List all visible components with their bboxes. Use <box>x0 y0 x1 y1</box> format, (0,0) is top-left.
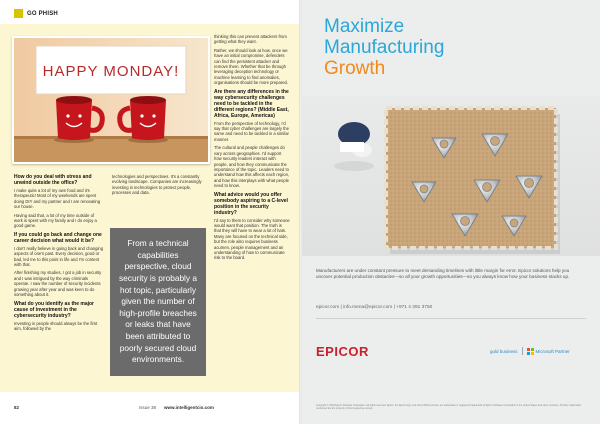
section-marker-icon <box>14 9 23 18</box>
microsoft-icon <box>527 348 534 355</box>
left-page <box>0 0 299 424</box>
epicor-logo <box>316 344 369 359</box>
answer-paragraph: I'd say to them to consider why someone would want that position. The truth is that they will have to wear a lot of hats. Many are focused on the technical side, but the role also requires business acumen, people management and an understanding of how to communicate risk to the board. <box>214 217 290 261</box>
manufacturing-parts-icon <box>302 96 600 256</box>
happy-monday-photo-icon <box>14 38 208 162</box>
pull-quote <box>110 228 206 376</box>
issue-number: Issue 38 <box>139 405 157 410</box>
ad-body-text: Manufacturers are under constant pressure to meet demanding timelines with little margin for error. Epicor solutions help you uncover potential production obstacles—so all your growth opportunities—so you always know how your business stacks up. <box>316 268 570 280</box>
ad-headline <box>324 16 444 79</box>
sign-text: HAPPY MONDAY! <box>42 63 180 80</box>
pull-quote-text: From a technical capabilities perspective, cloud security is probably a hot topic, particularly given the number of high-profile breaches or leaks that have been attributed to poorly secured cloud environments. <box>119 238 197 365</box>
question-heading: How do you deal with stress and unwind outside the office? <box>14 174 92 186</box>
partner-level: gold business <box>490 348 518 354</box>
answer-paragraph: From the perspective of technology, I'd say that cyber challenges are largely the same and need to be tackled in a similar manner. <box>214 120 289 142</box>
ad-headline-line3: Growth <box>324 58 386 79</box>
answer-paragraph: Investing in people should always be the first aim, followed by the <box>14 320 98 331</box>
question-heading: Are there any differences in the way cybersecurity challenges need to be tackled in the different regions? (Middle East, Africa, Europe, Americas) <box>214 88 289 119</box>
page-number: 82 <box>14 405 20 410</box>
ad-headline-line1: Maximize <box>324 16 405 37</box>
answer-paragraph: After finishing my studies, I got a job in security and I was intrigued by the way criminals operate. I saw the number of security incidents growing year after year and was keen to do something about it. <box>14 270 102 298</box>
partner-separator <box>522 347 523 355</box>
answer-paragraph: Having said that, a lot of my time outside of work is spent with my family and I do enjoy a good game. <box>14 212 97 229</box>
answer-paragraph: I don't really believe in going back and changing aspects of one's past. Every decision, good or bad, led me to this point in life and I'm content with that. <box>14 245 104 268</box>
question-heading: If you could go back and change one career decision what would it be? <box>14 231 102 244</box>
ad-headline-line2: Manufacturing <box>324 37 445 58</box>
answer-paragraph: The cultural and people challenges do vary across geographies. I'd support how security leaders interact with people, and how they communicate the importance of the topic. Leaders need to understand how this affects each region, and how this interplays with what people need to know. <box>214 145 290 189</box>
divider <box>316 318 586 319</box>
logo-wordmark: EPICOR <box>316 344 369 359</box>
partner-program: Microsoft Partner <box>535 348 570 354</box>
section-header <box>14 9 58 18</box>
section-label: GO PHISH <box>27 10 58 17</box>
article-column-3 <box>214 34 290 264</box>
article-column-1 <box>14 174 104 334</box>
copyright-notice: Copyright © 2018 Epicor Software Corporation. All rights reserved. Epicor, the Epicor logo, and Grow Without Limits, are trademarks or registered trademarks of Epicor Software Corporation in the United States and other countries. All other trademarks mentioned are the property of their respective owners. <box>316 404 581 411</box>
page-footer <box>14 405 286 410</box>
answer-paragraph: Rather, we should look at how, once we have an initial compromise, defenders can find the persistent attacker and remove them. Whether that be through leveraging deception technology or machine learning to find anomalies, organisations should be more prepared. <box>214 47 289 86</box>
answer-paragraph: technologies and perspectives. It's a constantly evolving landscape. Companies are increasingly investing in technologies to protect people, processes and data. <box>112 174 202 196</box>
ad-contact-line[interactable]: epicor.com | info.mena@epicor.com | +971 4 391 3750 <box>316 305 433 310</box>
article-column-2 <box>112 174 204 199</box>
article-photo <box>12 36 210 164</box>
advertisement-page <box>302 0 600 424</box>
question-heading: What advice would you offer somebody aspiring to a C-level position in the security industry? <box>214 191 288 216</box>
ad-image <box>302 96 600 256</box>
answer-paragraph: thinking this can prevent attackers from getting what they want. <box>214 34 287 45</box>
question-heading: What do you identify as the major cause of investment in the cybersecurity industry? <box>14 300 95 319</box>
answer-paragraph: I make quite a lot of my own food and it's therapeutic! Most of my weekends are spent doing DIY and my partner and I are renovating our house. <box>14 188 101 210</box>
website-link[interactable]: www.intelligentcio.com <box>164 405 214 410</box>
partner-badge <box>490 347 570 355</box>
